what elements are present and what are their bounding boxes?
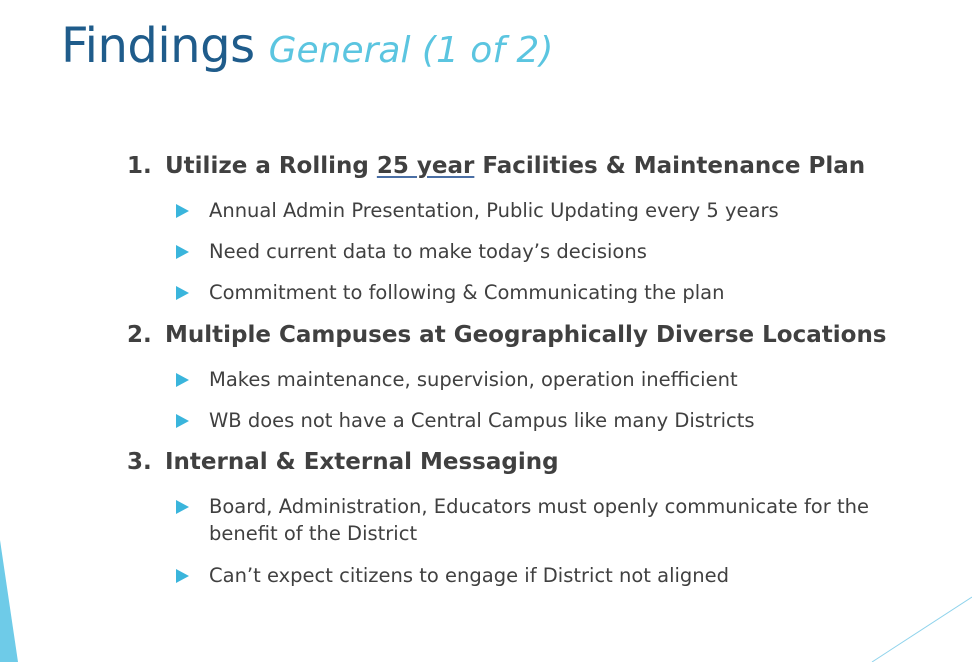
bullet-text-continued: benefit of the District (209, 522, 418, 545)
item-label: Multiple Campuses at Geographically Diverse Locations (165, 322, 887, 348)
finding-item-1 (127, 153, 865, 179)
item-number: 2. (127, 322, 152, 348)
item-label-part: Facilities & Maintenance Plan (474, 153, 866, 179)
bullet-text: Can’t expect citizens to engage if District not aligned (209, 564, 730, 587)
bullet-text: WB does not have a Central Campus like many Districts (209, 409, 755, 432)
item-label-part: Utilize a Rolling (165, 153, 377, 179)
title-subtitle: General (1 of 2) (268, 30, 554, 71)
bullet-arrow-icon (176, 373, 189, 387)
bullet-text: Annual Admin Presentation, Public Updating every 5 years (209, 199, 779, 222)
item-number: 1. (127, 153, 152, 179)
bullet-text: Commitment to following & Communicating the plan (209, 281, 725, 304)
bullet-arrow-icon (176, 204, 189, 218)
item-number: 3. (127, 449, 152, 475)
bullet-text: Makes maintenance, supervision, operation inefficient (209, 368, 738, 391)
left-accent-shape (0, 540, 18, 662)
item-label: Internal & External Messaging (165, 449, 559, 475)
bullet-arrow-icon (176, 569, 189, 583)
item-label-emphasis: 25 year (376, 153, 475, 179)
finding-item-2 (127, 322, 887, 348)
bullet-arrow-icon (176, 245, 189, 259)
bullet-arrow-icon (176, 414, 189, 428)
bullet-text: Need current data to make today’s decisions (209, 240, 647, 263)
slide-title (61, 18, 553, 74)
finding-item-3 (127, 449, 559, 475)
title-main: Findings (61, 18, 255, 74)
bullet-arrow-icon (176, 500, 189, 514)
bullet-arrow-icon (176, 286, 189, 300)
bullet-text: Board, Administration, Educators must openly communicate for the (209, 495, 869, 518)
corner-accent-line (872, 597, 972, 662)
